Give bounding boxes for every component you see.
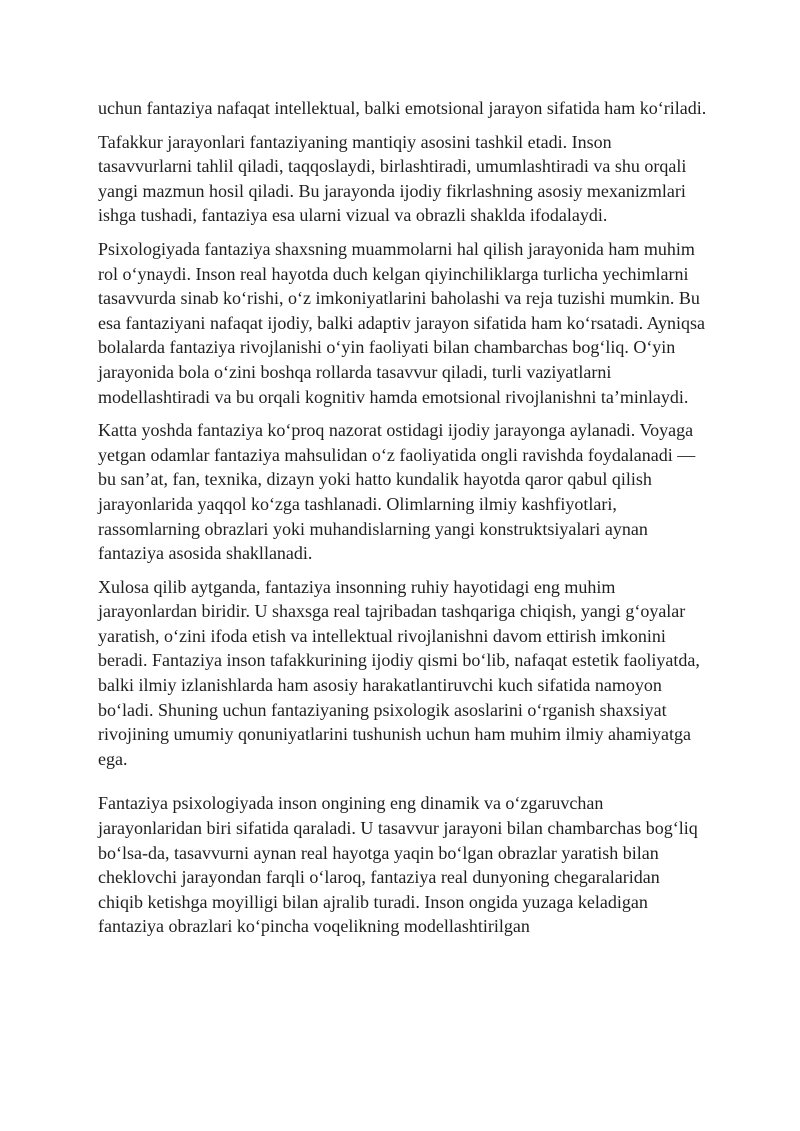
paragraph-4: Katta yoshda fantaziya ko‘proq nazorat ostidagi ijodiy jarayonga aylanadi. Voyaga yetgan odamlar fantaziya mahsulidan o‘z faoliyatida ongli ravishda foydalanadi — bu san’at, fan, texnika, dizayn yoki hatto kundalik hayotda qaror qabul qilish jarayonlarida yaqqol ko‘zga tashlanadi. Olimlarning ilmiy kashfiyotlari, rassomlarning obrazlari yoki muhandislarning yangi konstruktsiyalari aynan fantaziya asosida shakllanadi. [98,420,696,564]
paragraph-6: Fantaziya psixologiyada inson ongining eng dinamik va o‘zgaruvchan jarayonlaridan biri sifatida qaraladi. U tasavvur jarayoni bilan chambarchas bog‘liq bo‘lsa-da, tasavvurni aynan real hayotga yaqin bo‘lgan obrazlar yaratish bilan cheklovchi jarayondan farqli o‘laroq, fantaziya real dunyoning chegaralaridan chiqib ketishga moyilligi bilan ajralib turadi. Inson ongida yuzaga keladigan fantaziya obrazlari ko‘pincha voqelikning modellashtirilgan [98,793,698,937]
paragraph-2: Tafakkur jarayonlari fantaziyaning mantiqiy asosini tashkil etadi. Inson tasavvurlarni tahlil qiladi, taqqoslaydi, birlashtiradi, umumlashtiradi va shu orqali yangi mazmun hosil qiladi. Bu jarayonda ijodiy fikrlashning asosiy mexanizmlari ishga tushadi, fantaziya esa ularni vizual va obrazli shaklda ifodalaydi. [98,131,687,226]
paragraph-5: Xulosa qilib aytganda, fantaziya insonning ruhiy hayotidagi eng muhim jarayonlardan biridir. U shaxsga real tajribadan tashqariga chiqish, yangi g‘oyalar yaratish, o‘zini ifoda etish va intellektual rivojlanishni davom ettirish imkonini beradi. Fantaziya inson tafakkurining ijodiy qismi bo‘lib, nafaqat estetik faoliyatda, balki ilmiy izlanishlarda ham asosiy harakatlantiruvchi kuch sifatida namoyon bo‘ladi. Shuning uchun fantaziyaning psixologik asoslarini o‘rganish shaxsiyat rivojining umumiy qonuniyatlarini tushunish uchun ham muhim ilmiy ahamiyatga ega. [98,576,700,769]
document-page [98,96,708,948]
paragraph-3: Psixologiyada fantaziya shaxsning muammolarni hal qilish jarayonida ham muhim rol o‘ynaydi. Inson real hayotda duch kelgan qiyinchiliklarga turlicha yechimlarni tasavvurda sinab ko‘rishi, o‘z imkoniyatlarini baholashi va reja tuzishi mumkin. Bu esa fantaziyani nafaqat ijodiy, balki adaptiv jarayon sifatida ham ko‘rsatadi. Ayniqsa bolalarda fantaziya rivojlanishi o‘yin faoliyati bilan chambarchas bog‘liq. O‘yin jarayonida bola o‘zini boshqa rollarda tasavvur qiladi, turli vaziyatlarni modellashtiradi va bu orqali kognitiv hamda emotsional rivojlanishni ta’minlaydi. [98,238,705,407]
paragraph-1: uchun fantaziya nafaqat intellektual, balki emotsional jarayon sifatida ham ko‘riladi. [98,98,707,118]
